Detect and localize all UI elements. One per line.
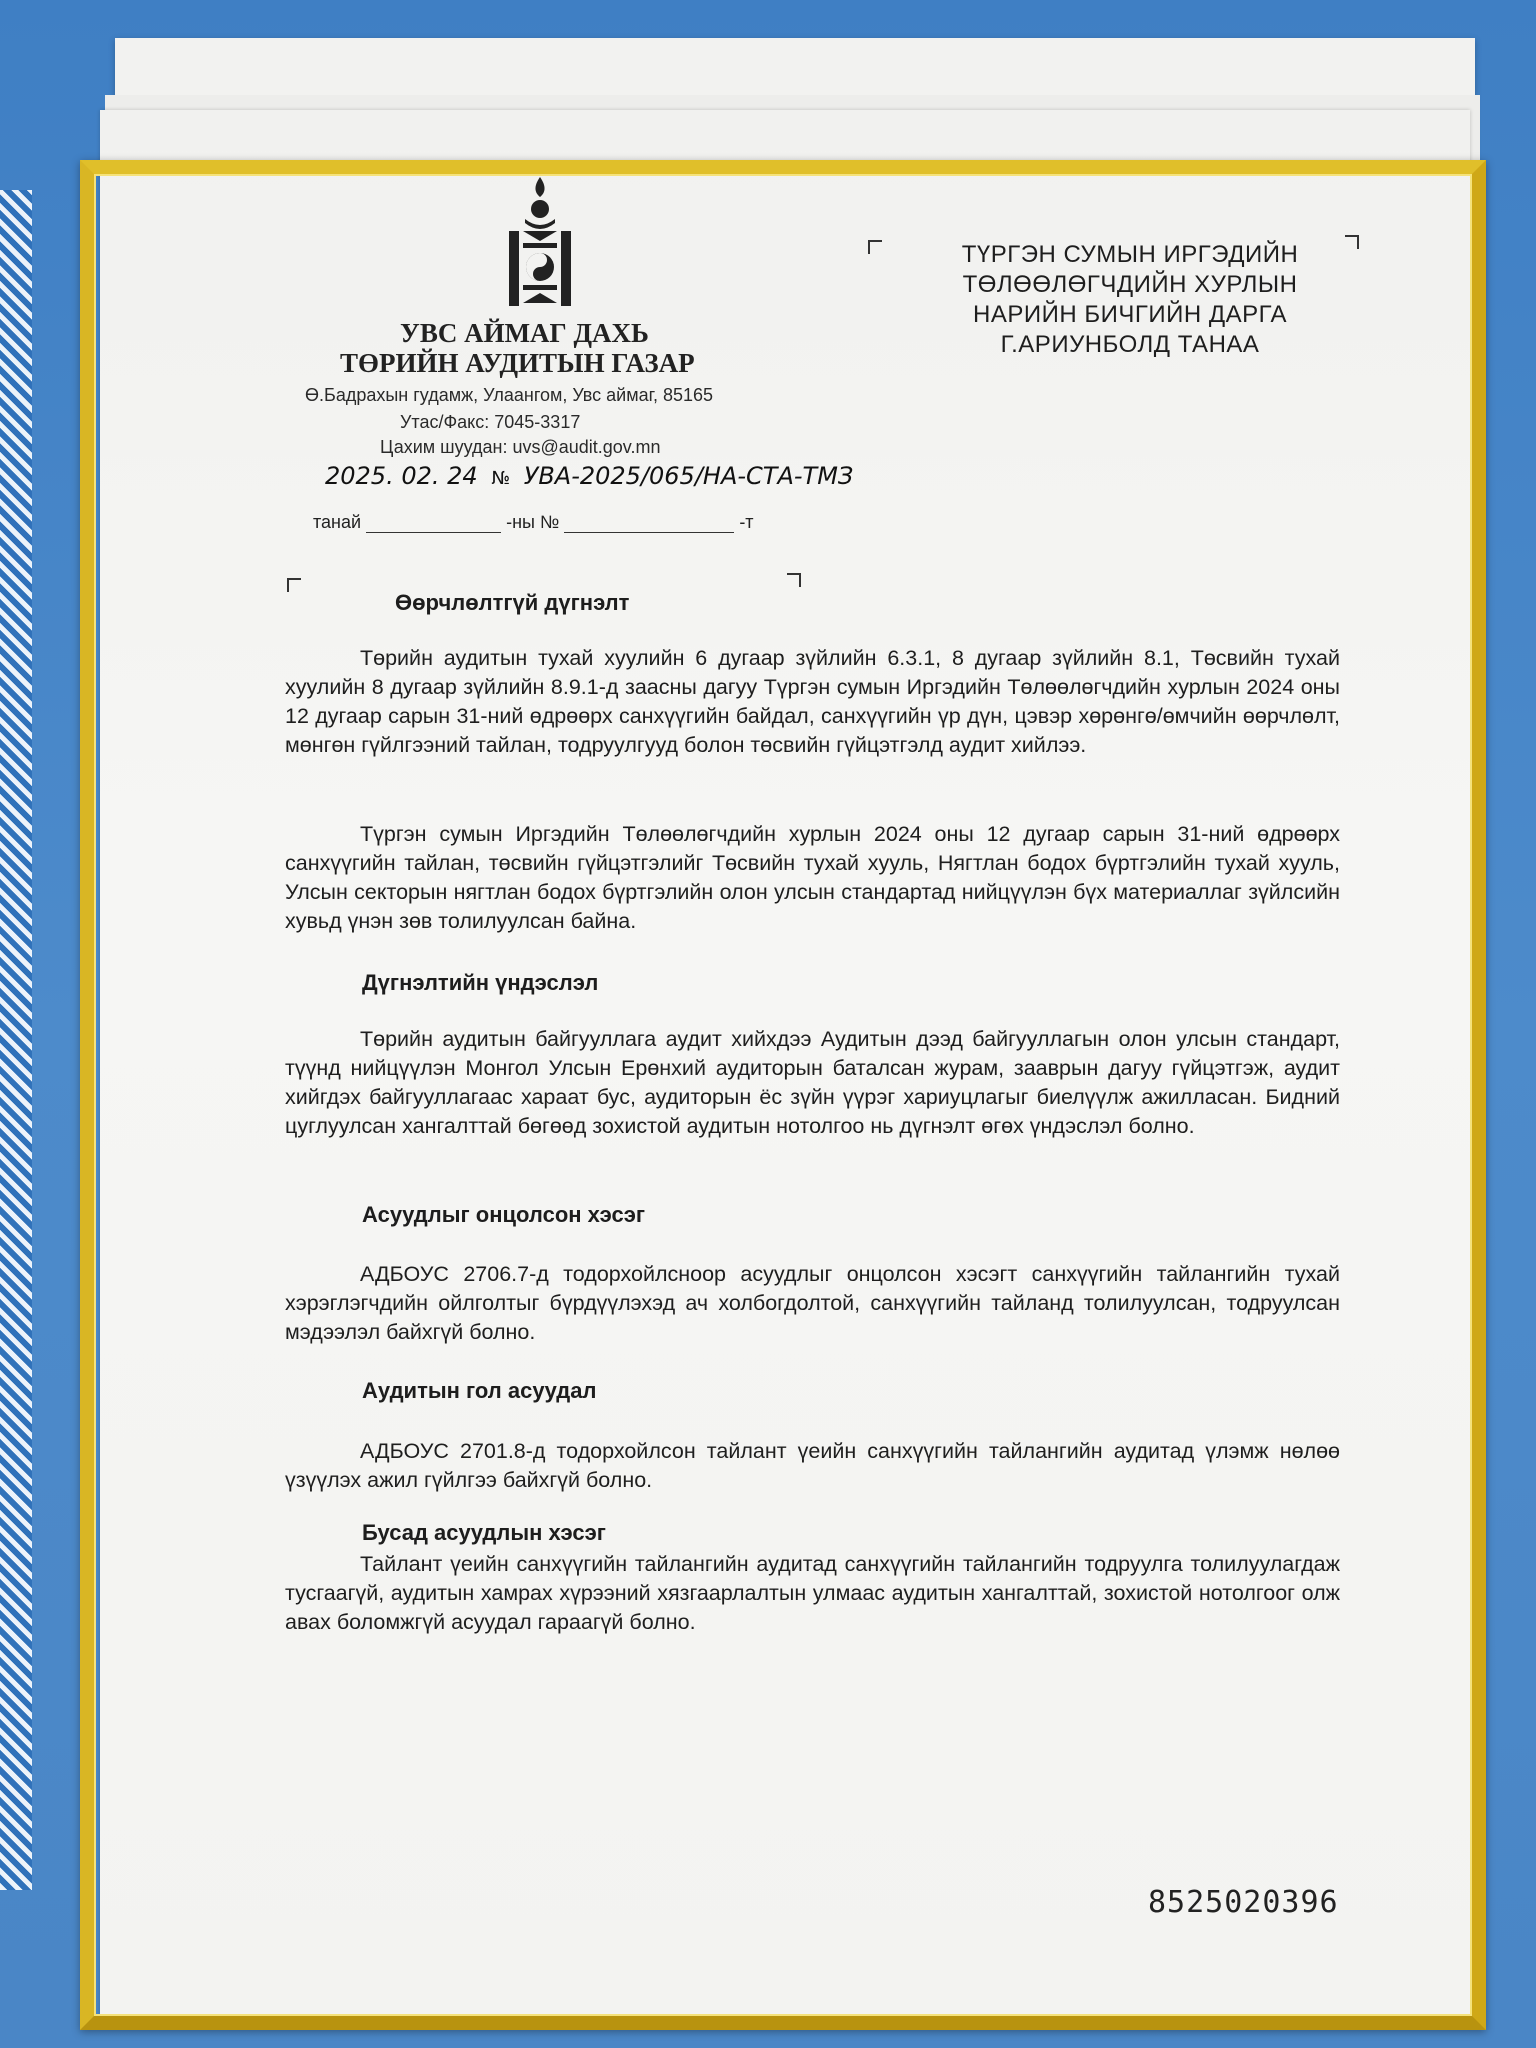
blank-field [366, 516, 501, 533]
recipient-line2: ТӨЛӨӨЛӨГЧДИЙН ХУРЛЫН [962, 271, 1298, 298]
blank-field [564, 516, 734, 533]
org-name-line2: ТӨРИЙН АУДИТЫН ГАЗАР [340, 348, 695, 378]
date-handwritten: 2025. 02. 24 [325, 462, 478, 490]
corner-mark [868, 240, 882, 254]
decorative-pattern-strip [0, 190, 32, 1890]
org-address: Ө.Бадрахын гудамж, Улаангом, Увс аймаг, 85165 [305, 385, 714, 405]
soyombo-emblem-icon [505, 175, 575, 310]
incoming-reference-line [313, 512, 754, 533]
paragraph-3: Төрийн аудитын байгууллага аудит хийхдээ Аудитын дээд байгууллагын олон улсын стандарт, түүнд нийцүүлэн Монгол Улсын Ерөнхий аудиторын баталсан журам, зааврын дагуу гүйцэтгэж, аудит хийгдэх байгууллагаас хараат бус, аудиторын ёс зүйн үүрэг хариуцлагыг биелүүлж ажилласан. Бидний цуглуулсан хангалттай бөгөөд зохистой аудитын нотолгоо нь дүгнэлт өгөх үндэслэл болно. [285, 1027, 1340, 1138]
paragraph-2: Түргэн сумын Иргэдийн Төлөөлөгчдийн хурлын 2024 оны 12 дугаар сарын 31-ний өдрөөрх санхүүгийн тайлан, төсвийн гүйцэтгэлийг Төсвийн тухай хууль, Нягтлан бодох бүртгэлийн тухай хууль, Улсын секторын нягтлан бодох бүртгэлийн олон улсын стандартад нийцүүлэн бүх материаллаг зүйлсийн хувьд үнэн зөв толилуулсан байна. [285, 822, 1340, 933]
heading-other-matters: Бусад асуудлын хэсэг [362, 1520, 606, 1545]
t-suffix: -т [739, 512, 754, 532]
org-email: Цахим шуудан: uvs@audit.gov.mn [380, 437, 661, 457]
document-title: Өөрчлөлтгүй дүгнэлт [395, 590, 630, 615]
date-reference-line [325, 462, 853, 490]
heading-key-matters: Аудитын гол асуудал [362, 1378, 597, 1403]
org-name-line1: УВС АЙМАГ ДАХЬ [400, 318, 649, 348]
heading-basis: Дүгнэлтийн үндэслэл [362, 970, 599, 995]
org-phone: Утас/Факс: 7045-3317 [400, 412, 581, 432]
paragraph-4: АДБОУС 2706.7-д тодорхойлсноор асуудлыг онцолсон хэсэгт санхүүгийн тайлангийн тухай хэрэглэгчдийн ойлголтыг бүрдүүлэхэд ач холбогдолтой, санхүүгийн тайланд толилуулсан, тодруулсан мэдээлэл байхгүй болно. [285, 1262, 1340, 1344]
corner-mark [787, 573, 801, 587]
paragraph-6: Тайлант үеийн санхүүгийн тайлангийн аудитад санхүүгийн тайлангийн тодруулга толилуулагдаж тусгаагүй, аудитын хамрах хүрээний хязгаарлалтын улмаас аудитын хангалттай, зохистой нотолгоог олж авах боломжгүй асуудал гараагүй болно. [285, 1552, 1340, 1634]
recipient-block [900, 240, 1360, 360]
reference-handwritten: УВА-2025/065/НА-СТА-ТМЗ [523, 462, 854, 490]
serial-number: 8525020396 [1148, 1885, 1339, 1920]
number-label: № [491, 468, 511, 489]
paragraph-1: Төрийн аудитын тухай хуулийн 6 дугаар зүйлийн 6.3.1, 8 дугаар зүйлийн 8.1, Төсвийн тухай хуулийн 8 дугаар зүйлийн 8.9.1-д заасны дагуу Түргэн сумын Иргэдийн Төлөөлөгчдийн хурлын 2024 оны 12 дугаар сарын 31-ний өдрөөрх санхүүгийн байдал, санхүүгийн үр дүн, цэвэр хөрөнгө/өмчийн өөрчлөлт, мөнгөн гүйлгээний тайлан, тодруулгууд болон төсвийн гүйцэтгэлд аудит хийлээ. [285, 646, 1340, 757]
paragraph-5: АДБОУС 2701.8-д тодорхойлсон тайлант үеийн санхүүгийн тайлангийн аудитад үлэмж нөлөө үзүүлэх ажил гүйлгээ байхгүй болно. [285, 1439, 1340, 1492]
ny-no-label: -ны № [506, 512, 560, 532]
heading-emphasis: Асуудлыг онцолсон хэсэг [362, 1202, 646, 1227]
recipient-line4: Г.АРИУНБОЛД ТАНАА [1000, 331, 1260, 358]
recipient-line3: НАРИЙН БИЧГИЙН ДАРГА [972, 301, 1287, 328]
corner-mark [287, 578, 301, 592]
tanai-label: танай [313, 512, 362, 532]
recipient-line1: ТҮРГЭН СУМЫН ИРГЭДИЙН [961, 241, 1299, 268]
